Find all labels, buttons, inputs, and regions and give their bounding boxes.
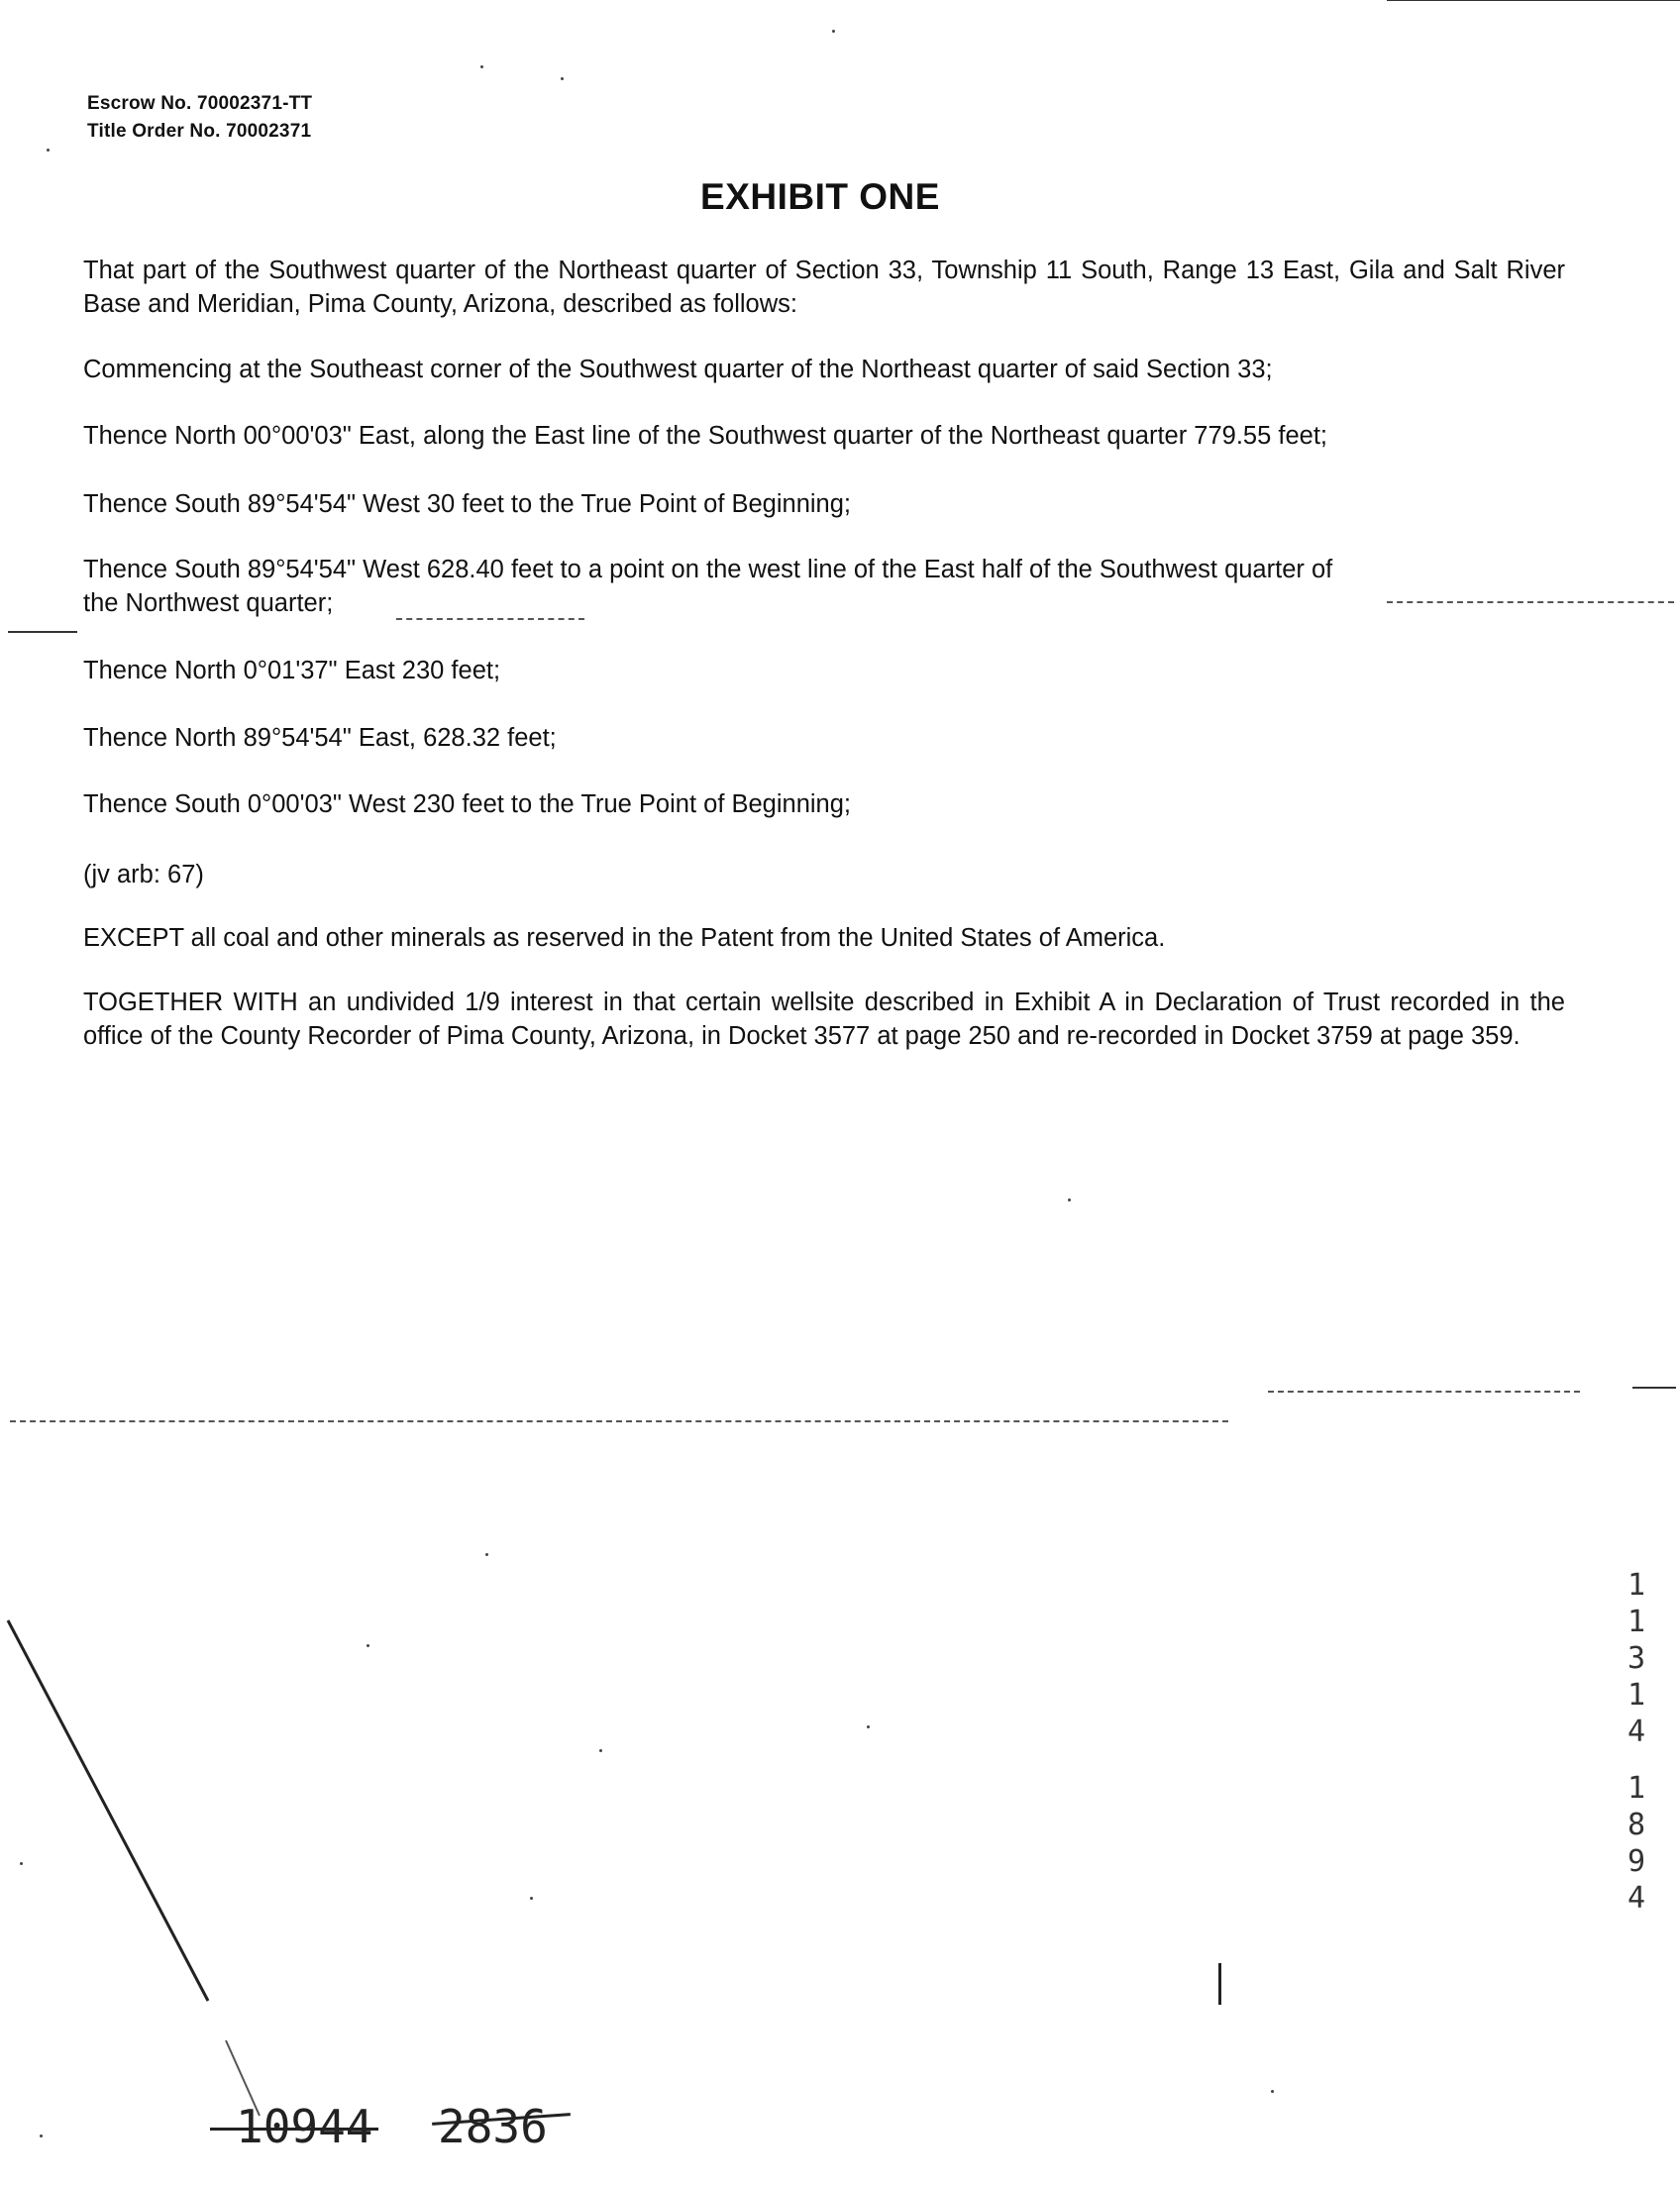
scan-speck [47, 149, 50, 152]
stamp-digit: 1 [1627, 1605, 1646, 1639]
scan-speck [485, 1553, 488, 1556]
paragraph-together-with: TOGETHER WITH an undivided 1/9 interest in that certain wellsite described in Exhibit A in Declaration of Trust recorded in the office of the County Recorder of Pima County, Arizona, in Docket 3577 at page 250 and re-recorded in Docket 3759 at page 359. [83, 989, 1565, 1050]
scan-tick-mark [1218, 1963, 1221, 2005]
scan-speck [1068, 1198, 1071, 1201]
scan-speck [480, 65, 483, 68]
scan-speck [867, 1725, 870, 1728]
paragraph-thence-south-3: Thence South 0°00'03" West 230 feet to the True Point of Beginning; [83, 790, 851, 818]
scan-speck [20, 1862, 23, 1865]
paragraph-commencing: Commencing at the Southeast corner of the Southwest quarter of the Northeast quarter of said Section 33; [83, 356, 1273, 383]
paragraph-thence-north-2: Thence North 0°01'37" East 230 feet; [83, 657, 501, 684]
escrow-number: Escrow No. 70002371-TT [87, 93, 313, 114]
docket-number-struck: 10944 [236, 2100, 373, 2153]
paragraph-thence-south-1: Thence South 89°54'54" West 30 feet to the True Point of Beginning; [83, 490, 851, 518]
stamp-digit: 8 [1627, 1808, 1646, 1842]
scan-speck [1271, 2090, 1274, 2093]
stamp-digit: 1 [1627, 1678, 1646, 1713]
stamp-digit: 1 [1627, 1771, 1646, 1806]
scan-line-top [1387, 0, 1680, 1]
scan-dash-1 [396, 618, 584, 620]
scan-speck [367, 1644, 369, 1647]
paragraph-thence-south-2-line-1: Thence South 89°54'54" West 628.40 feet to a point on the west line of the East half of the Southwest quarter of [83, 556, 1333, 583]
paragraph-parcel-description: That part of the Southwest quarter of the Northeast quarter of Section 33, Township 11 South, Range 13 East, Gila and Salt River Base and Meridian, Pima County, Arizona, described as follows: [83, 257, 1565, 318]
scan-dash-2 [1387, 601, 1674, 603]
stamp-digit: 9 [1627, 1844, 1646, 1879]
scan-speck [561, 77, 564, 80]
scan-dash-4 [1268, 1391, 1580, 1393]
paragraph-jv-arb: (jv arb: 67) [83, 861, 204, 888]
scan-speck [832, 30, 835, 33]
docket-strike-line [210, 2128, 378, 2131]
scan-line-right [1632, 1387, 1676, 1389]
scan-diagonal-line [0, 1614, 277, 2130]
diagonal-stroke-main [8, 1620, 208, 2001]
paragraph-thence-south-2-line-2: the Northwest quarter; [83, 589, 334, 617]
side-stamp-number [1617, 1567, 1656, 1917]
scan-speck [599, 1749, 602, 1752]
stamp-digit: 4 [1627, 1881, 1646, 1916]
scan-speck [40, 2134, 43, 2137]
stamp-digit: 4 [1627, 1715, 1646, 1749]
scan-line-left [8, 631, 77, 633]
scan-dash-3 [10, 1420, 1228, 1422]
scan-speck [530, 1897, 533, 1900]
paragraph-thence-north-1: Thence North 00°00'03" East, along the East line of the Southwest quarter of the Northeast quarter 779.55 feet; [83, 422, 1327, 450]
title-order-number: Title Order No. 70002371 [87, 121, 312, 142]
exhibit-title: EXHIBIT ONE [700, 176, 940, 217]
stamp-digit: 1 [1627, 1568, 1646, 1603]
stamp-digit: 3 [1627, 1641, 1646, 1676]
paragraph-except: EXCEPT all coal and other minerals as reserved in the Patent from the United States of America. [83, 924, 1166, 952]
page-number-struck: 2836 [438, 2100, 548, 2153]
paragraph-thence-north-3: Thence North 89°54'54" East, 628.32 feet; [83, 724, 557, 752]
